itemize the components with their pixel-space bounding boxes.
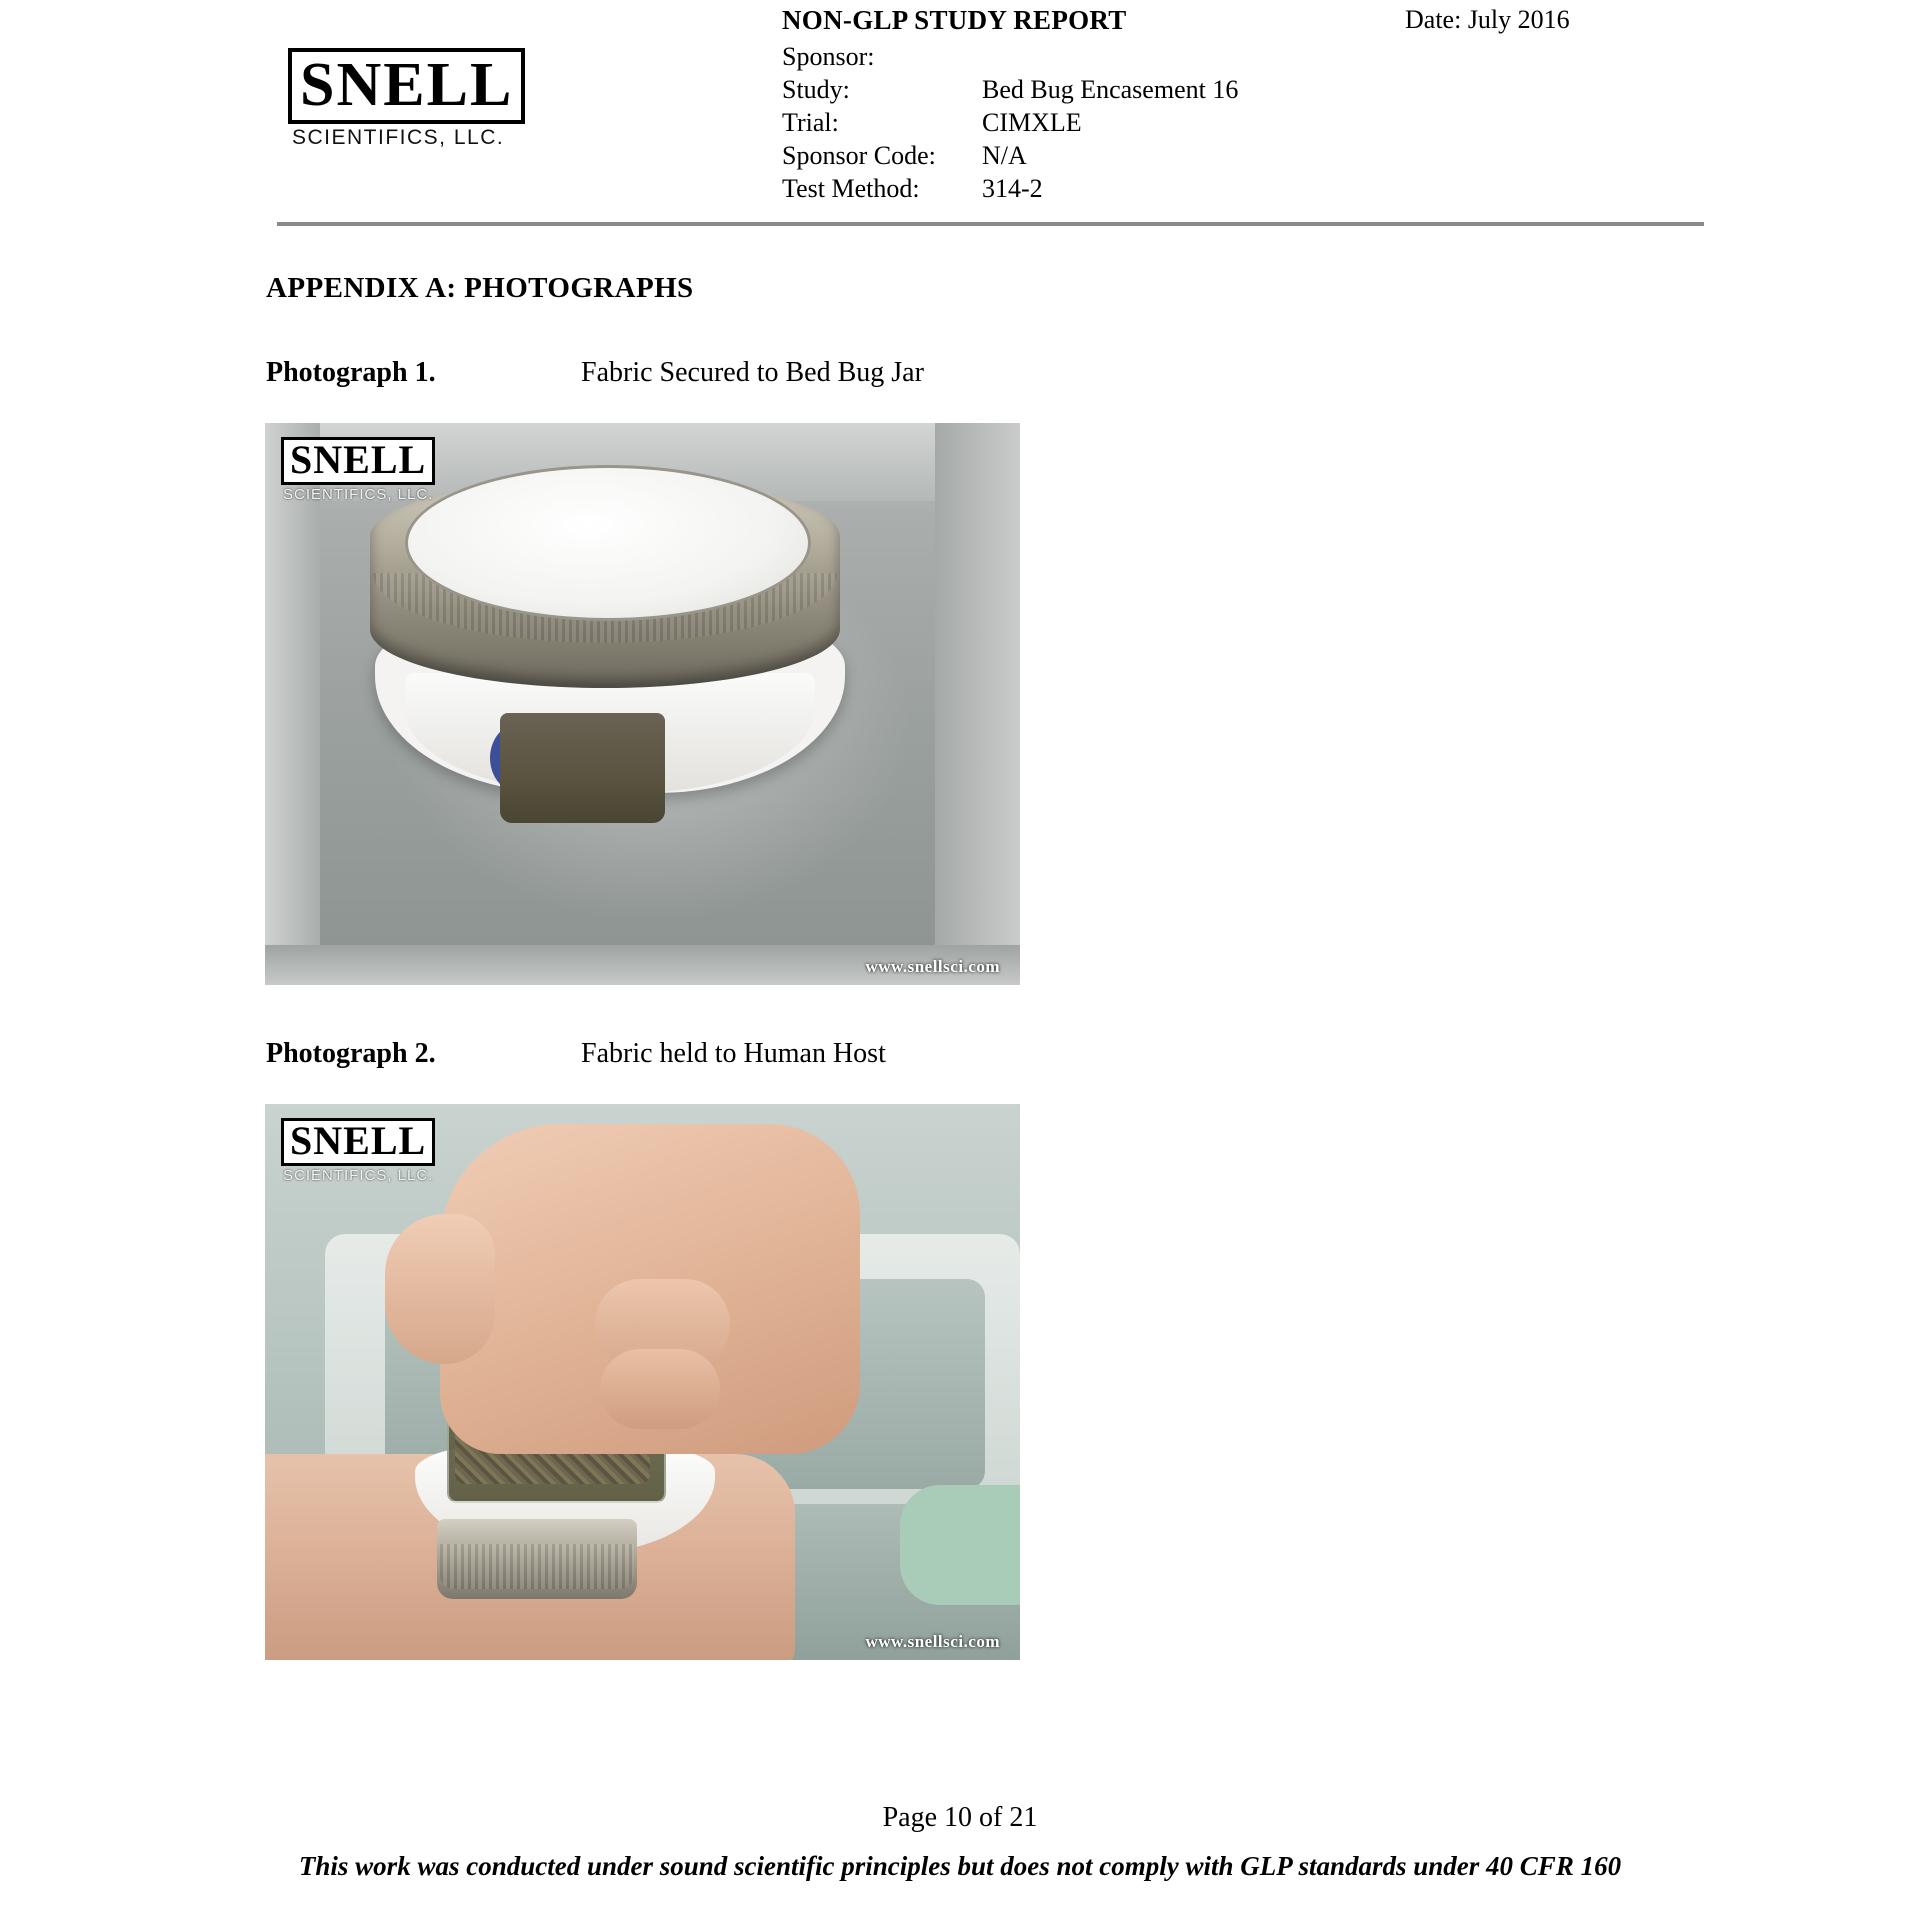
meta-label: Trial: bbox=[782, 108, 839, 137]
appendix-title: APPENDIX A: PHOTOGRAPHS bbox=[266, 272, 694, 304]
photo1-jar-lid bbox=[405, 465, 811, 621]
photograph-1-image bbox=[265, 423, 1020, 985]
meta-row bbox=[782, 139, 1238, 172]
meta-label: Sponsor: bbox=[782, 42, 875, 71]
date-value: July 2016 bbox=[1467, 5, 1570, 34]
photo1-watermark bbox=[281, 437, 435, 503]
photo1-watermark-wordmark: SNELL bbox=[281, 437, 435, 485]
header-divider bbox=[277, 222, 1704, 226]
meta-value: 314-2 bbox=[982, 174, 1043, 203]
meta-value: CIMXLE bbox=[982, 108, 1082, 137]
meta-label: Test Method: bbox=[782, 174, 920, 203]
meta-row bbox=[782, 73, 1238, 106]
meta-row bbox=[782, 172, 1238, 205]
meta-value: Bed Bug Encasement 16 bbox=[982, 75, 1239, 104]
photo2-watermark-subtitle: SCIENTIFICS, LLC. bbox=[283, 1167, 434, 1184]
meta-row bbox=[782, 106, 1238, 139]
photograph-1-caption bbox=[266, 357, 924, 389]
meta-row bbox=[782, 40, 1238, 73]
report-title: NON-GLP STUDY REPORT bbox=[782, 5, 1127, 35]
meta-label: Study: bbox=[782, 75, 850, 104]
report-date bbox=[1405, 5, 1570, 35]
photograph-1-title: Fabric Secured to Bed Bug Jar bbox=[581, 357, 924, 388]
date-label: Date: bbox=[1405, 5, 1462, 34]
page-number: Page 10 of 21 bbox=[882, 1802, 1038, 1833]
meta-label: Sponsor Code: bbox=[782, 141, 936, 170]
photo1-jar-contents bbox=[500, 713, 665, 823]
photo2-thumb bbox=[385, 1214, 495, 1364]
photo2-finger-lower bbox=[600, 1349, 720, 1429]
photograph-2-number: Photograph 2. bbox=[266, 1038, 436, 1069]
photo2-watermark-wordmark: SNELL bbox=[281, 1118, 435, 1166]
logo-wordmark: SNELL bbox=[288, 48, 525, 124]
document-header bbox=[0, 0, 1920, 215]
photo1-watermark-subtitle: SCIENTIFICS, LLC. bbox=[283, 486, 434, 503]
meta-value: N/A bbox=[982, 141, 1027, 170]
report-meta-table bbox=[782, 40, 1238, 205]
photo1-tray-right bbox=[935, 423, 1020, 985]
photo1-tray-left bbox=[265, 423, 320, 985]
photograph-2-caption bbox=[266, 1038, 886, 1070]
footer-disclaimer: This work was conducted under sound scientific principles but does not comply with GLP standards under 40 CFR 160 bbox=[298, 1851, 1622, 1881]
logo-subtitle: SCIENTIFICS, LLC. bbox=[292, 126, 505, 149]
photo2-watermark bbox=[281, 1118, 435, 1184]
photo2-sleeve bbox=[900, 1485, 1020, 1605]
photograph-2-title: Fabric held to Human Host bbox=[581, 1038, 886, 1069]
photo2-url: www.snellsci.com bbox=[865, 1632, 1000, 1651]
photograph-1-number: Photograph 1. bbox=[266, 357, 436, 388]
photograph-2-image bbox=[265, 1104, 1020, 1660]
company-logo bbox=[288, 48, 558, 150]
photo2-jar-band-ridges bbox=[440, 1544, 634, 1589]
photo1-url: www.snellsci.com bbox=[865, 957, 1000, 976]
